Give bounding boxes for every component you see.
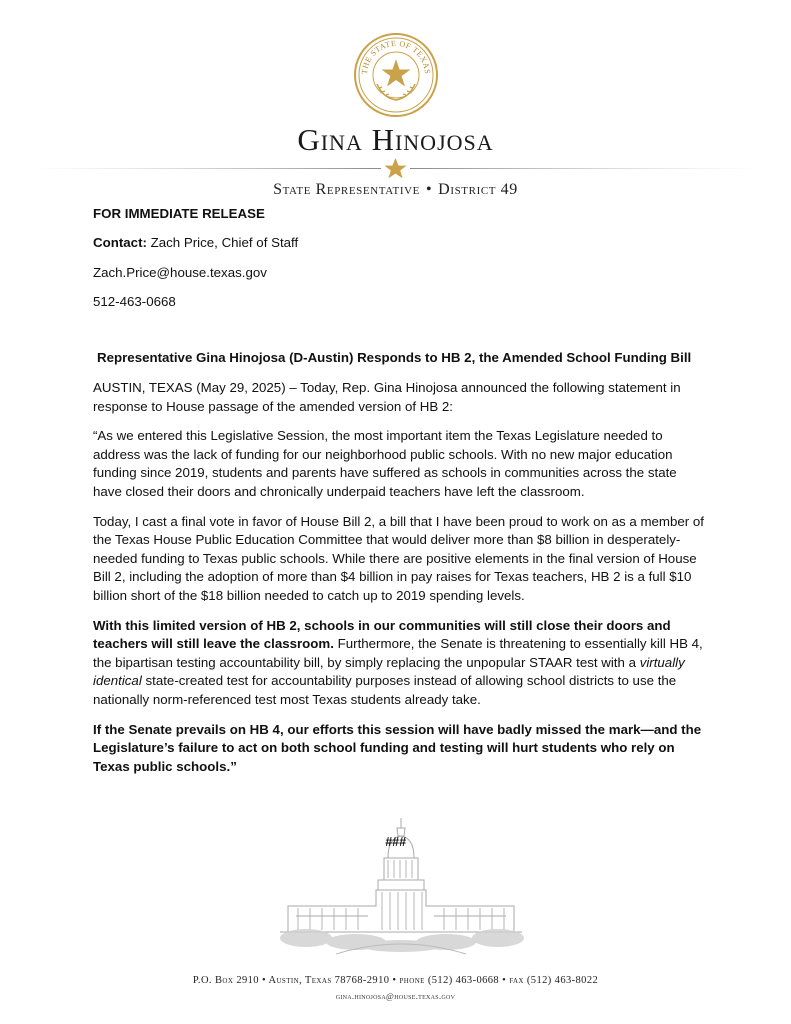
representative-name: Gina Hinojosa [297, 122, 494, 157]
svg-text:THE STATE OF TEXAS: THE STATE OF TEXAS [359, 38, 433, 75]
contact-email[interactable]: Zach.Price@house.texas.gov [93, 265, 267, 280]
p4-italic: virtually identical [93, 654, 685, 689]
body-paragraph-1: AUSTIN, TEXAS (May 29, 2025) – Today, Rep. Gina Hinojosa announced the following statement in response to House passage of the amended version of HB 2: [93, 380, 681, 414]
district-text: District 49 [438, 181, 518, 198]
end-mark: ### [385, 835, 406, 849]
texas-state-seal [353, 32, 439, 118]
letterhead-divider [30, 156, 761, 184]
body-paragraph-3: Today, I cast a final vote in favor of House Bill 2, a bill that I have been proud to work on as a member of the Texas House Public Education Committee that would deliver more than $8 billion in desperately-needed funding to Texas public schools. While there are positive elements in the final version of House Bill 2, including the adoption of more than $4 billion in pay raises for Texas teachers, HB 2 is a full $10 billion short of the $18 billion needed to catch up to 2019 spending levels. [93, 513, 705, 603]
title-separator: • [425, 181, 433, 198]
release-label: FOR IMMEDIATE RELEASE [93, 206, 265, 221]
press-release-body [93, 379, 705, 787]
contact-value: Zach Price, Chief of Staff [150, 235, 299, 250]
contact-label: Contact: [93, 235, 147, 250]
body-paragraph-2: “As we entered this Legislative Session, the most important item the Texas Legislature needed to address was the lack of funding for our neighborhood public schools. With no new major education funding since 2019, students and parents have suffered as schools in communities across the state have closed their doors and chronically underpaid teachers have left the classroom. [93, 428, 677, 499]
p4-bold-lead: With this limited version of HB 2, schools in our communities will still close their doors and teachers will still leave the classroom. [93, 617, 671, 652]
body-paragraph-5: If the Senate prevails on HB 4, our efforts this session will have badly missed the mark—and the Legislature’s failure to act on both school funding and testing will hurt students who rely on Texas public schools.” [93, 721, 702, 774]
p4-text-a: Furthermore, the Senate is threatening to essentially kill HB 4, the bipartisan testing accountability bill, by simply replacing the unpopular STAAR test with a [93, 636, 703, 670]
star-icon [384, 158, 406, 178]
p4-text-b: state-created test for accountability purposes instead of allowing school districts to use the nationally norm-referenced test most Texas students already take. [93, 673, 677, 707]
representative-title [0, 181, 791, 199]
contact-phone: 512-463-0668 [93, 294, 176, 309]
contact-line [93, 235, 298, 250]
footer-address: P.O. Box 2910 • Austin, Texas 78768-2910 • phone (512) 463-0668 • fax (512) 463-8022 [192, 975, 599, 986]
press-release-headline: Representative Gina Hinojosa (D-Austin) Responds to HB 2, the Amended School Funding Bill [97, 350, 692, 365]
body-paragraph-4 [93, 617, 705, 710]
footer-email[interactable]: gina.hinojosa@house.texas.gov [335, 991, 456, 1001]
title-text: State Representative [273, 181, 420, 198]
